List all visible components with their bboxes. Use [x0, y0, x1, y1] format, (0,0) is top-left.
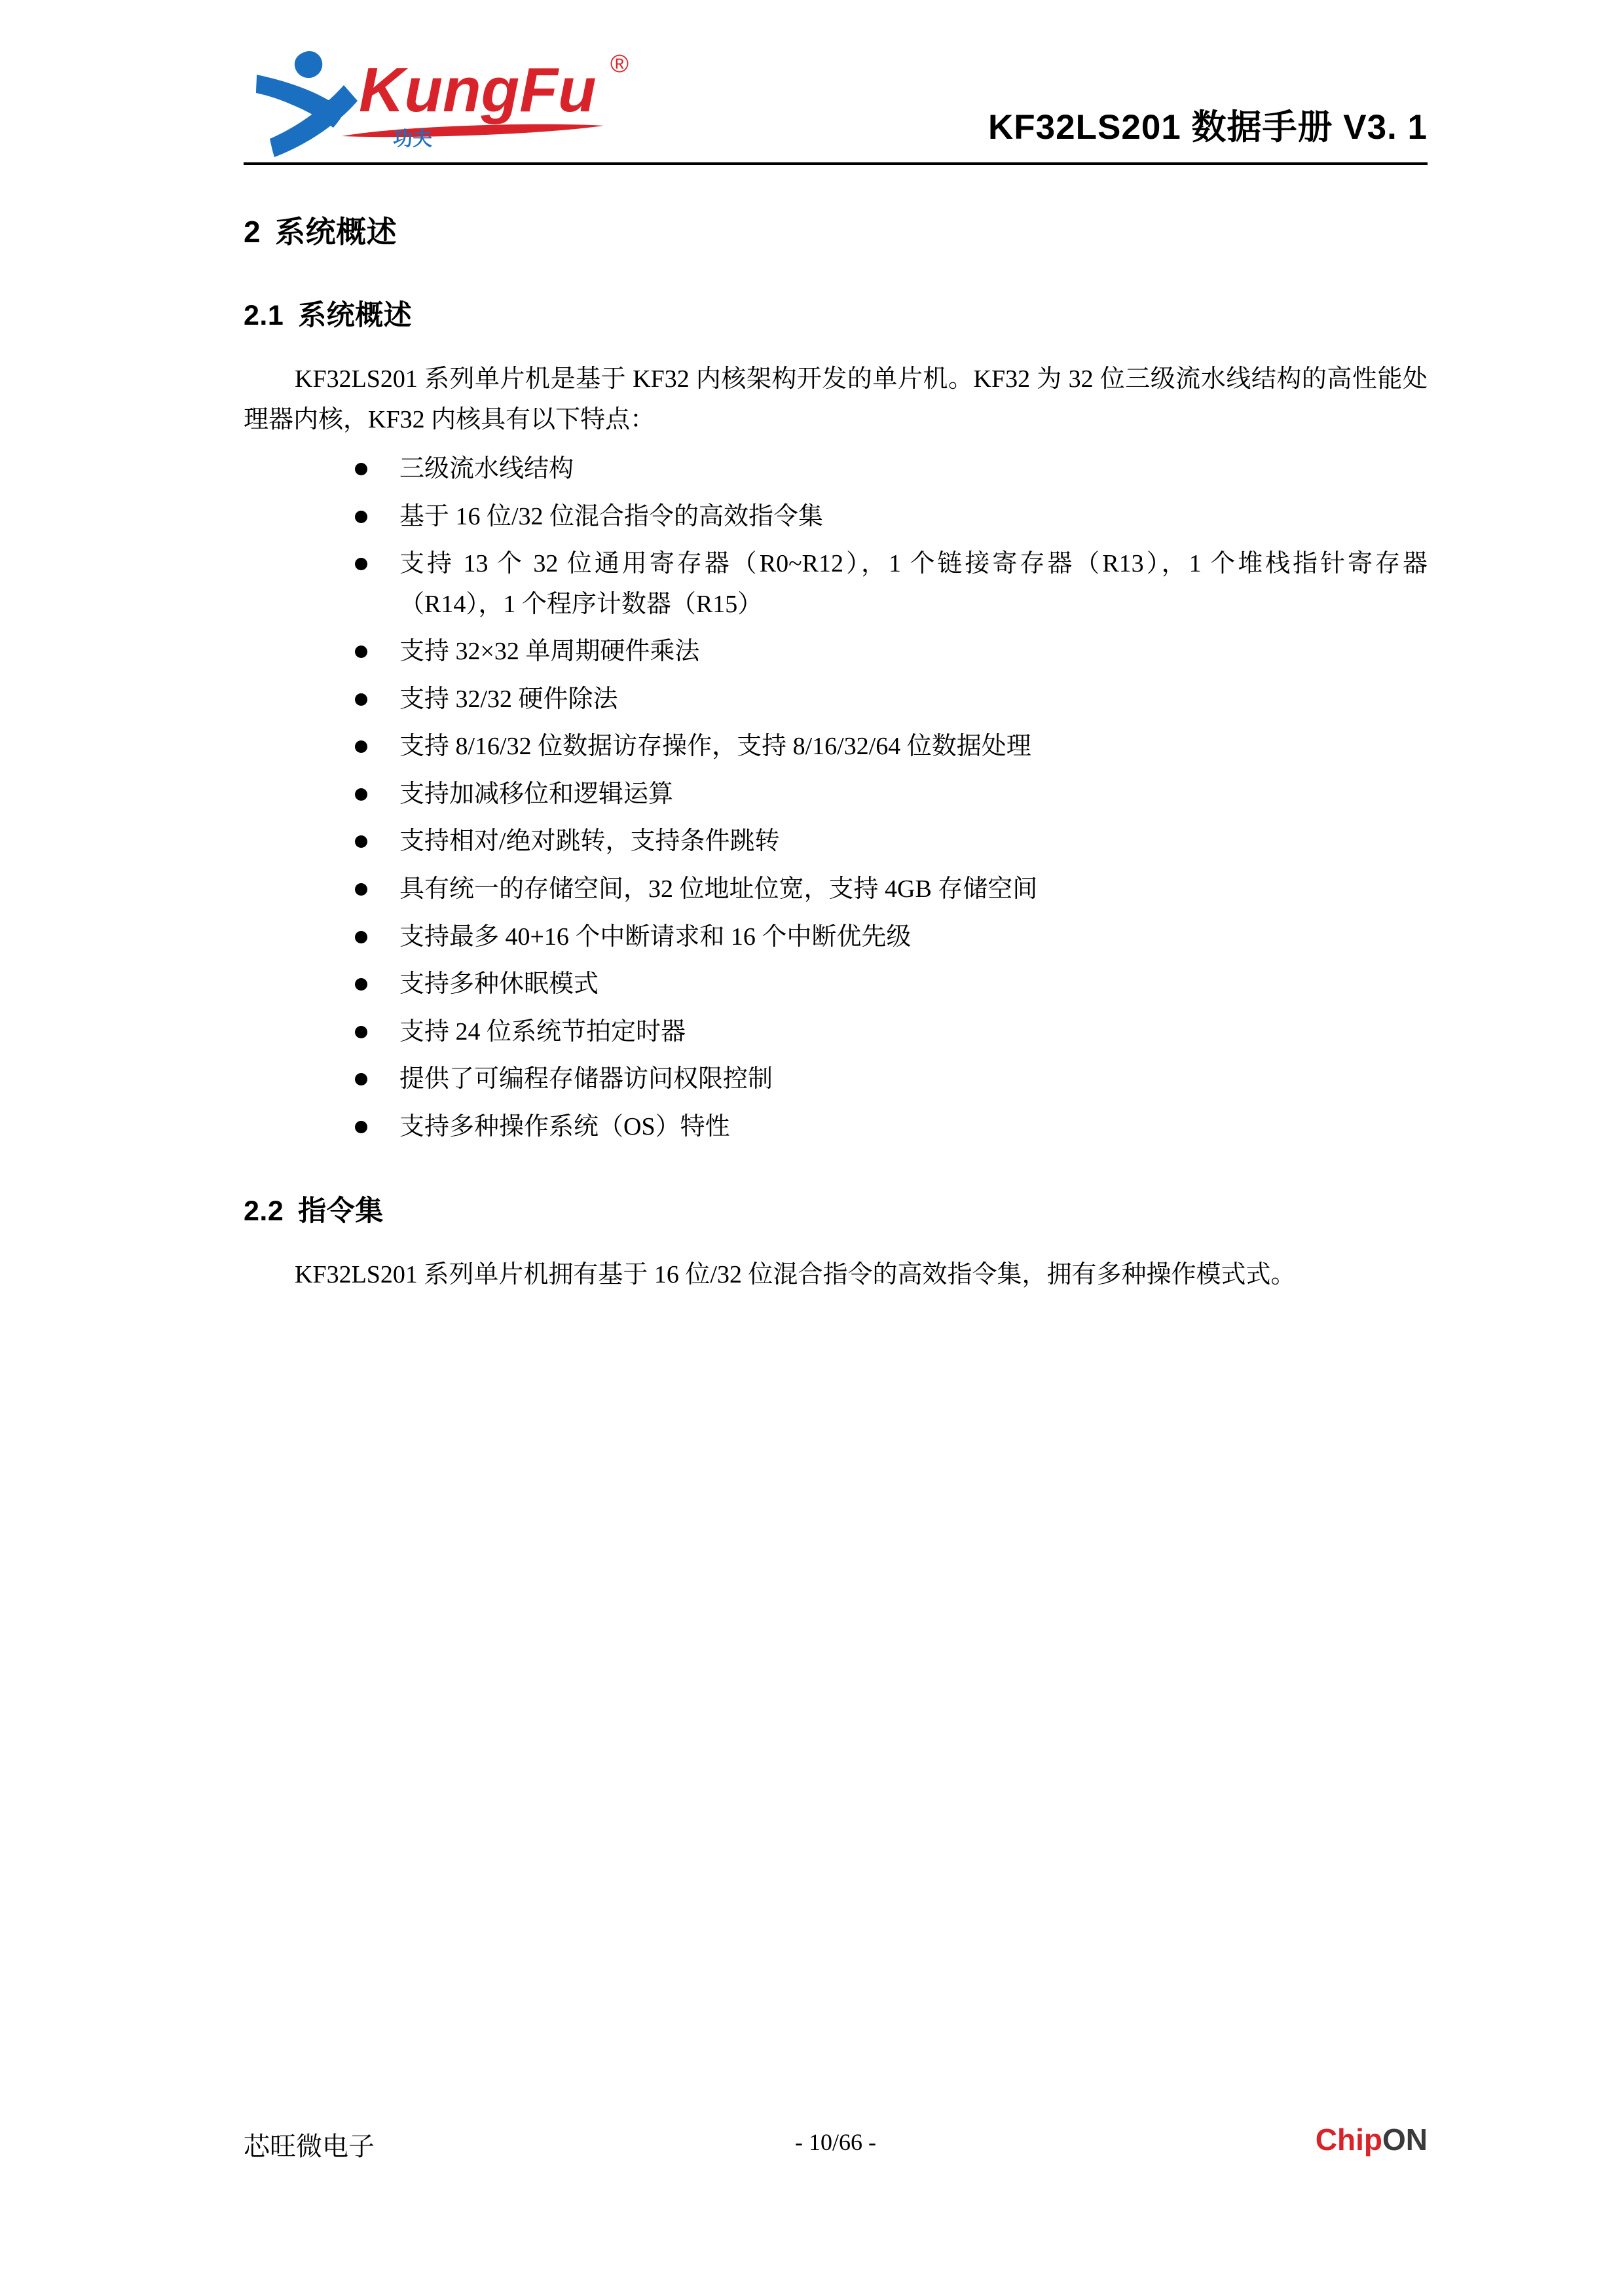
page-footer	[244, 2123, 1428, 2172]
bullet-icon	[355, 1121, 367, 1133]
bullet-icon	[355, 463, 367, 475]
section-number-2-1: 2.1	[244, 300, 284, 331]
section-heading-2-2	[244, 1189, 1428, 1229]
feature-text: 支持 8/16/32 位数据访存操作，支持 8/16/32/64 位数据处理	[399, 733, 1031, 761]
bullet-icon	[355, 558, 367, 570]
feature-text: 支持 32×32 单周期硬件乘法	[399, 638, 700, 666]
bullet-icon	[355, 646, 367, 658]
feature-text: 支持加减移位和逻辑运算	[399, 780, 674, 808]
list-item	[244, 1012, 1428, 1053]
intro-paragraph-text: KF32LS201 系列单片机是基于 KF32 内核架构开发的单片机。KF32 为 32 位三级流水线结构的高性能处理器内核，KF32 内核具有以下特点：	[244, 365, 1428, 433]
feature-text: 支持 13 个 32 位通用寄存器（R0~R12），1 个链接寄存器（R13），1 个堆栈指针寄存器（R14），1 个程序计数器（R15）	[399, 550, 1428, 618]
list-item	[244, 869, 1428, 910]
list-item	[244, 1107, 1428, 1148]
intro-paragraph	[244, 359, 1428, 440]
bullet-icon	[355, 978, 367, 991]
svg-text:KungFu: KungFu	[359, 55, 597, 125]
page-content	[244, 190, 1428, 1296]
chipon-logo-secondary: ON	[1382, 2123, 1428, 2157]
page-header	[244, 34, 1428, 165]
list-item	[244, 497, 1428, 538]
svg-text:功夫: 功夫	[393, 128, 432, 150]
bullet-icon	[355, 883, 367, 896]
feature-text: 支持多种休眠模式	[399, 970, 599, 998]
chipon-logo	[1316, 2122, 1428, 2157]
svg-text:®: ®	[610, 50, 629, 78]
list-item	[244, 680, 1428, 720]
section-title-2-2: 指令集	[298, 1195, 384, 1228]
page-number: - 10/66 -	[795, 2129, 876, 2155]
bullet-icon	[355, 931, 367, 943]
feature-text: 支持相对/绝对跳转，支持条件跳转	[399, 828, 780, 856]
feature-text: 支持 32/32 硬件除法	[399, 685, 618, 713]
bullet-icon	[355, 511, 367, 523]
section-heading-2-1	[244, 293, 1428, 333]
header-divider	[244, 162, 1428, 165]
chapter-number: 2	[244, 215, 261, 249]
feature-text: 基于 16 位/32 位混合指令的高效指令集	[399, 502, 824, 530]
list-item	[244, 544, 1428, 625]
bullet-icon	[355, 693, 367, 706]
chapter-heading	[244, 208, 1428, 251]
list-item	[244, 632, 1428, 672]
section-2-2-paragraph-text: KF32LS201 系列单片机拥有基于 16 位/32 位混合指令的高效指令集，拥有多种操作模式式。	[295, 1261, 1296, 1289]
bullet-icon	[355, 788, 367, 801]
bullet-icon	[355, 740, 367, 753]
list-item	[244, 822, 1428, 862]
document-title: KF32LS201 数据手册 V3. 1	[988, 108, 1428, 147]
feature-text: 支持多种操作系统（OS）特性	[399, 1112, 730, 1140]
kungfu-logo	[244, 41, 741, 158]
list-item	[244, 1059, 1428, 1100]
section-number-2-2: 2.2	[244, 1195, 284, 1228]
feature-text: 支持最多 40+16 个中断请求和 16 个中断优先级	[399, 922, 912, 951]
list-item	[244, 727, 1428, 767]
chapter-title: 系统概述	[275, 215, 397, 249]
feature-text: 具有统一的存储空间，32 位地址位宽，支持 4GB 存储空间	[399, 875, 1038, 903]
bullet-icon	[355, 835, 367, 848]
feature-text: 提供了可编程存储器访问权限控制	[399, 1065, 773, 1093]
list-item	[244, 917, 1428, 958]
chipon-logo-primary: Chip	[1315, 2123, 1382, 2157]
list-item	[244, 449, 1428, 490]
bullet-icon	[355, 1026, 367, 1038]
section-2-2-paragraph	[244, 1255, 1428, 1296]
feature-text: 支持 24 位系统节拍定时器	[399, 1017, 686, 1046]
footer-company: 芯旺微电子	[244, 2132, 375, 2161]
bullet-icon	[355, 1073, 367, 1085]
list-item	[244, 964, 1428, 1005]
kungfu-logo-icon	[244, 41, 741, 158]
list-item	[244, 774, 1428, 815]
feature-list	[244, 449, 1428, 1147]
section-title-2-1: 系统概述	[298, 300, 413, 331]
feature-text: 三级流水线结构	[399, 455, 574, 483]
